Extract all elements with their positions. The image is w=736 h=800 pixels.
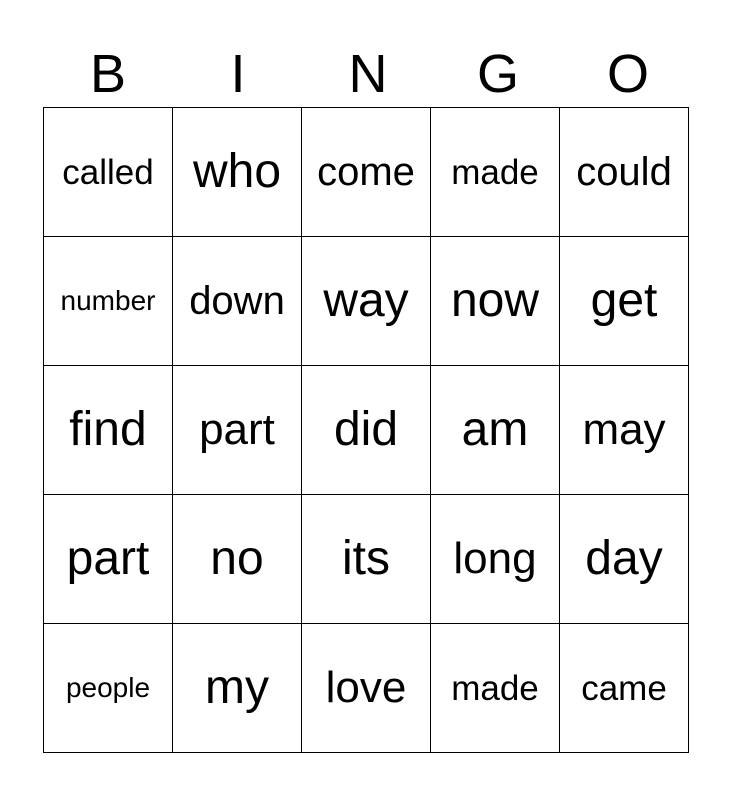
bingo-cell[interactable]: may bbox=[560, 366, 689, 495]
bingo-header bbox=[43, 40, 693, 108]
bingo-cell[interactable]: part bbox=[173, 366, 302, 495]
bingo-cell[interactable]: did bbox=[302, 366, 431, 495]
bingo-cell[interactable]: love bbox=[302, 624, 431, 753]
bingo-cell[interactable]: now bbox=[431, 237, 560, 366]
bingo-cell[interactable]: people bbox=[44, 624, 173, 753]
header-letter-b: B bbox=[89, 44, 127, 104]
header-letter-g: G bbox=[476, 44, 519, 104]
bingo-cell[interactable]: made bbox=[431, 108, 560, 237]
board-row bbox=[44, 624, 689, 753]
header-letter-n: N bbox=[348, 44, 388, 104]
bingo-cell[interactable]: find bbox=[44, 366, 173, 495]
bingo-cell[interactable]: long bbox=[431, 495, 560, 624]
bingo-cell[interactable]: called bbox=[44, 108, 173, 237]
board-row bbox=[44, 366, 689, 495]
bingo-cell[interactable]: came bbox=[560, 624, 689, 753]
bingo-cell[interactable]: number bbox=[44, 237, 173, 366]
bingo-cell[interactable]: down bbox=[173, 237, 302, 366]
bingo-cell[interactable]: who bbox=[173, 108, 302, 237]
bingo-cell[interactable]: part bbox=[44, 495, 173, 624]
board-row bbox=[44, 237, 689, 366]
bingo-cell[interactable]: way bbox=[302, 237, 431, 366]
bingo-cell[interactable]: come bbox=[302, 108, 431, 237]
board-row bbox=[44, 108, 689, 237]
header-letter-o: O bbox=[606, 44, 649, 104]
bingo-cell[interactable]: no bbox=[173, 495, 302, 624]
bingo-cell[interactable]: its bbox=[302, 495, 431, 624]
bingo-board bbox=[43, 107, 689, 753]
bingo-cell[interactable]: get bbox=[560, 237, 689, 366]
bingo-cell[interactable]: am bbox=[431, 366, 560, 495]
bingo-cell[interactable]: day bbox=[560, 495, 689, 624]
bingo-cell[interactable]: made bbox=[431, 624, 560, 753]
bingo-cell[interactable]: could bbox=[560, 108, 689, 237]
header-letter-i: I bbox=[230, 44, 246, 104]
board-row bbox=[44, 495, 689, 624]
bingo-cell[interactable]: my bbox=[173, 624, 302, 753]
